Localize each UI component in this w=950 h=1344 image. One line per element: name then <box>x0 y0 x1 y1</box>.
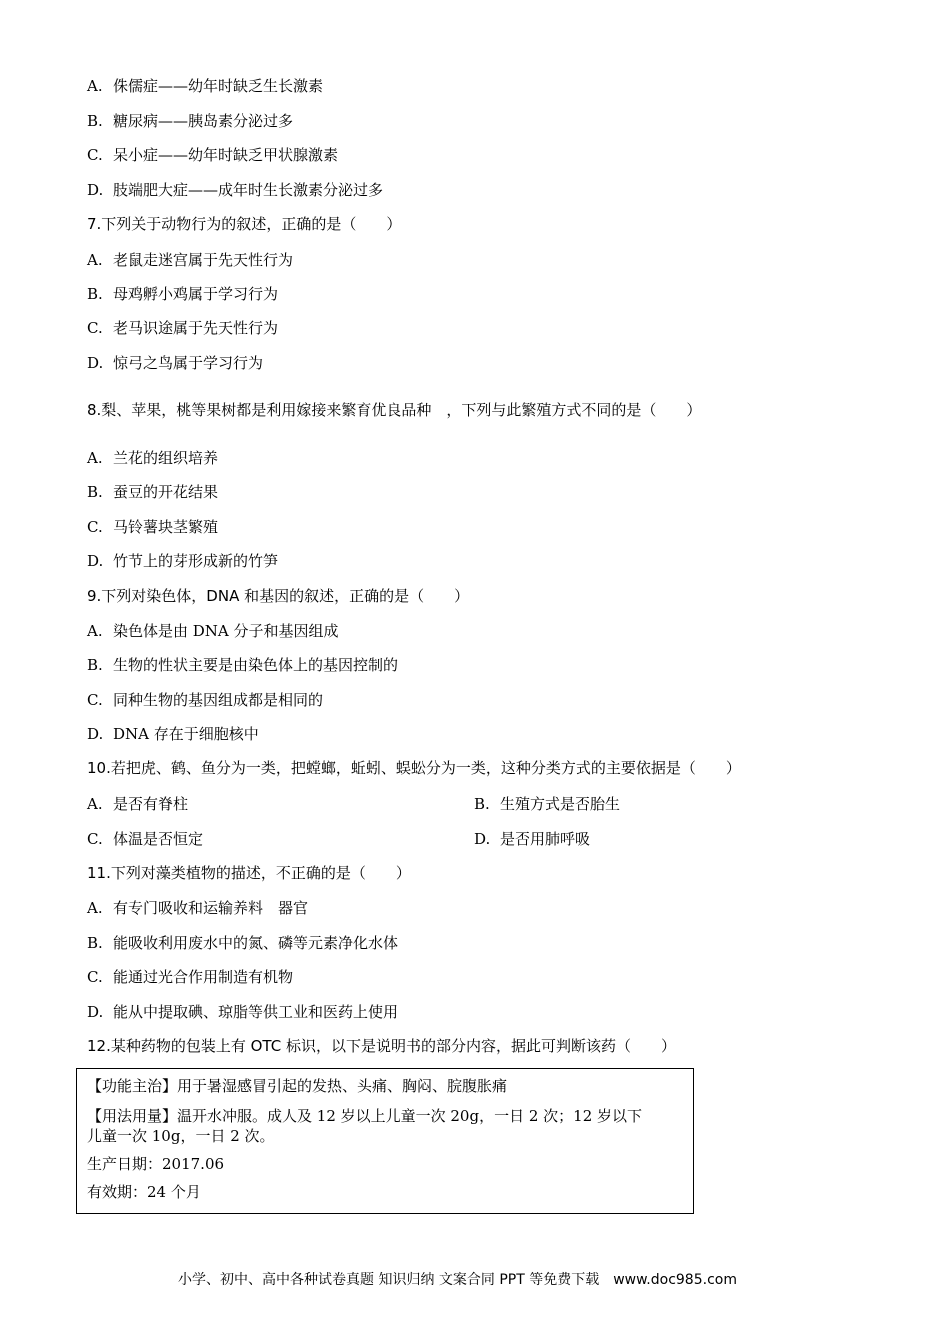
box-line-indications: 【功能主治】用于暑湿感冒引起的发热、头痛、胸闷、脘腹胀痛 <box>87 1077 508 1095</box>
q9-option-b: B. 生物的性状主要是由染色体上的基因控制的 <box>87 656 399 674</box>
q10-option-b: B. 生殖方式是否胎生 <box>474 795 621 813</box>
q6-option-a: A. 侏儒症——幼年时缺乏生长激素 <box>87 77 324 95</box>
q10-option-d: D. 是否用肺呼吸 <box>474 830 591 848</box>
q8-option-c: C. 马铃薯块茎繁殖 <box>87 518 219 536</box>
q7-stem: 7.下列关于动物行为的叙述，正确的是（ ） <box>87 215 402 233</box>
box-line-production-date: 生产日期：2017.06 <box>87 1155 225 1173</box>
q9-option-a: A. 染色体是由 DNA 分子和基因组成 <box>87 622 339 640</box>
q7-option-d: D. 惊弓之鸟属于学习行为 <box>87 354 264 372</box>
q8-option-b: B. 蚕豆的开花结果 <box>87 483 219 501</box>
q7-option-c: C. 老马识途属于先天性行为 <box>87 319 279 337</box>
q6-option-b: B. 糖尿病——胰岛素分泌过多 <box>87 112 294 130</box>
q9-option-d: D. DNA 存在于细胞核中 <box>87 725 259 743</box>
q11-option-a: A. 有专门吸收和运输养料 器官 <box>87 899 309 917</box>
q11-option-b: B. 能吸收利用废水中的氮、磷等元素净化水体 <box>87 934 399 952</box>
q11-option-d: D. 能从中提取碘、琼脂等供工业和医药上使用 <box>87 1003 399 1021</box>
drug-instructions-box <box>76 1068 694 1214</box>
box-line-dosage: 【用法用量】温开水冲服。成人及 12 岁以上儿童一次 20g，一日 2 次；12 岁以下 <box>87 1107 643 1125</box>
q8-option-a: A. 兰花的组织培养 <box>87 449 219 467</box>
q10-option-c: C. 体温是否恒定 <box>87 830 204 848</box>
q9-stem: 9.下列对染色体，DNA 和基因的叙述，正确的是（ ） <box>87 587 470 605</box>
q11-option-c: C. 能通过光合作用制造有机物 <box>87 968 294 986</box>
q10-stem: 10.若把虎、鹤、鱼分为一类，把螳螂，蚯蚓、蜈蚣分为一类，这种分类方式的主要依据是（ ） <box>87 759 741 777</box>
q7-option-b: B. 母鸡孵小鸡属于学习行为 <box>87 285 279 303</box>
q8-option-d: D. 竹节上的芽形成新的竹笋 <box>87 552 279 570</box>
q7-option-a: A. 老鼠走迷宫属于先天性行为 <box>87 251 294 269</box>
page-footer: 小学、初中、高中各种试卷真题 知识归纳 文案合同 PPT 等免费下载 www.doc985.com <box>178 1272 737 1288</box>
q9-option-c: C. 同种生物的基因组成都是相同的 <box>87 691 324 709</box>
q6-option-c: C. 呆小症——幼年时缺乏甲状腺激素 <box>87 146 339 164</box>
box-line-expiry: 有效期：24 个月 <box>87 1183 201 1201</box>
q11-stem: 11.下列对藻类植物的描述，不正确的是（ ） <box>87 864 411 882</box>
box-line-dosage-cont: 儿童一次 10g，一日 2 次。 <box>87 1127 275 1145</box>
q10-option-a: A. 是否有脊柱 <box>87 795 189 813</box>
q12-stem: 12.某种药物的包装上有 OTC 标识，以下是说明书的部分内容，据此可判断该药（ ） <box>87 1037 676 1055</box>
q8-stem: 8.梨、苹果，桃等果树都是利用嫁接来繁育优良品种 ，下列与此繁殖方式不同的是（ ） <box>87 401 702 419</box>
q6-option-d: D. 肢端肥大症——成年时生长激素分泌过多 <box>87 181 384 199</box>
